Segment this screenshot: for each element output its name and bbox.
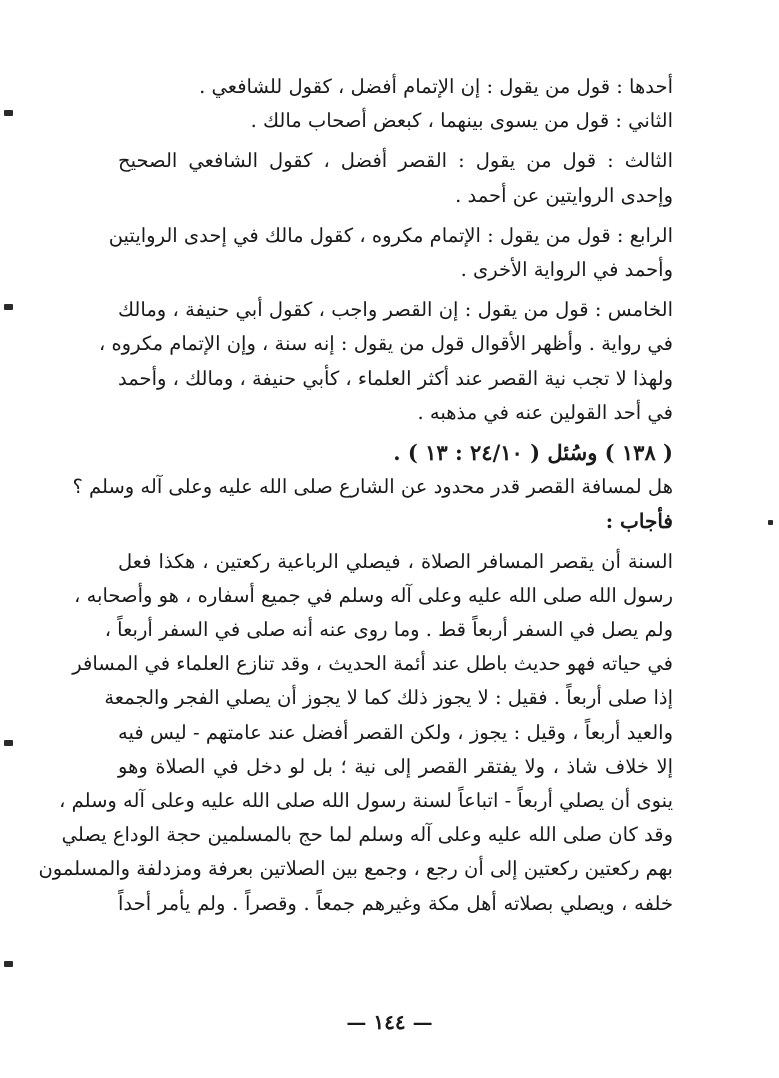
text-line: في حياته فهو حديث باطل عند أئمة الحديث ، وقد تنازع العلماء في المسافر xyxy=(72,652,673,676)
margin-mark xyxy=(4,740,13,746)
page-body xyxy=(38,70,673,921)
text-line: أحدها : قول من يقول : إن الإتمام أفضل ، كقول للشافعي . xyxy=(199,75,673,98)
text-line: إذا صلى أربعاً . فقيل : لا يجوز ذلك كما لا يجوز أن يصلي الفجر والجمعة xyxy=(104,686,673,710)
text-line: هل لمسافة القصر قدر محدود عن الشارع صلى الله عليه وعلى آله وسلم ؟ xyxy=(72,475,673,499)
text-line: في أحد القولين عنه في مذهبه . xyxy=(417,400,673,424)
text-line: في رواية . وأظهر الأقوال قول من يقول : إنه سنة ، وإن الإتمام مكروه ، xyxy=(98,332,673,356)
text-line: الخامس : قول من يقول : إن القصر واجب ، كقول أبي حنيفة ، ومالك xyxy=(118,298,673,322)
page-number: — ١٤٤ — xyxy=(346,1010,433,1034)
margin-mark xyxy=(768,520,773,525)
text-line: وإحدى الروايتين عن أحمد . xyxy=(455,183,673,207)
text-line: الثاني : قول من يسوى بينهما ، كبعض أصحاب مالك . xyxy=(250,109,673,133)
text-line: رسول الله صلى الله عليه وعلى آله وسلم في جميع أسفاره ، هو وأصحابه ، xyxy=(74,583,673,607)
text-line: الرابع : قول من يقول : الإتمام مكروه ، كقول مالك في إحدى الروايتين xyxy=(108,223,673,247)
text-line: الثالث : قول من يقول : القصر أفضل ، كقول الشافعي الصحيح xyxy=(118,149,673,173)
text-line: ولهذا لا تجب نية القصر عند أكثر العلماء ، كأبي حنيفة ، ومالك ، وأحمد xyxy=(118,366,673,390)
text-line: ينوى أن يصلي أربعاً - اتباعاً لسنة رسول الله صلى الله عليه وعلى آله وسلم ، xyxy=(59,789,673,813)
text-line: السنة أن يقصر المسافر الصلاة ، فيصلي الرباعية ركعتين ، هكذا فعل xyxy=(118,549,673,573)
text-line: ولم يصل في السفر أربعاً قط . وما روى عنه أنه صلى في السفر أربعاً ، xyxy=(104,618,673,642)
text-line: وأحمد في الرواية الأخرى . xyxy=(460,258,673,282)
text-line: إلا خلاف شاذ ، ولا يفتقر القصر إلى نية ؛ بل لو دخل في الصلاة وهو xyxy=(118,754,673,778)
text-line: وقد كان صلى الله عليه وعلى آله وسلم لما حج بالمسلمين حجة الوداع يصلي xyxy=(61,823,673,847)
text-line: خلفه ، ويصلي بصلاته أهل مكة وغيرهم جمعاً . وقصراً . ولم يأمر أحداً xyxy=(118,891,673,915)
margin-mark xyxy=(4,304,13,310)
text-line: بهم ركعتين ركعتين إلى أن رجع ، وجمع بين الصلاتين بعرفة ومزدلفة والمسلمون xyxy=(38,857,673,881)
question-heading: ( ١٣٨ ) وسُئل ( ٢٤/١٠ : ١٣ ) . xyxy=(393,440,673,466)
margin-mark xyxy=(4,961,13,967)
text-line: والعيد أربعاً ، وقيل : يجوز ، ولكن القصر أفضل عند عامتهم - ليس فيه xyxy=(118,720,673,744)
margin-mark xyxy=(4,110,13,116)
answer-label: فأجاب : xyxy=(605,509,673,534)
